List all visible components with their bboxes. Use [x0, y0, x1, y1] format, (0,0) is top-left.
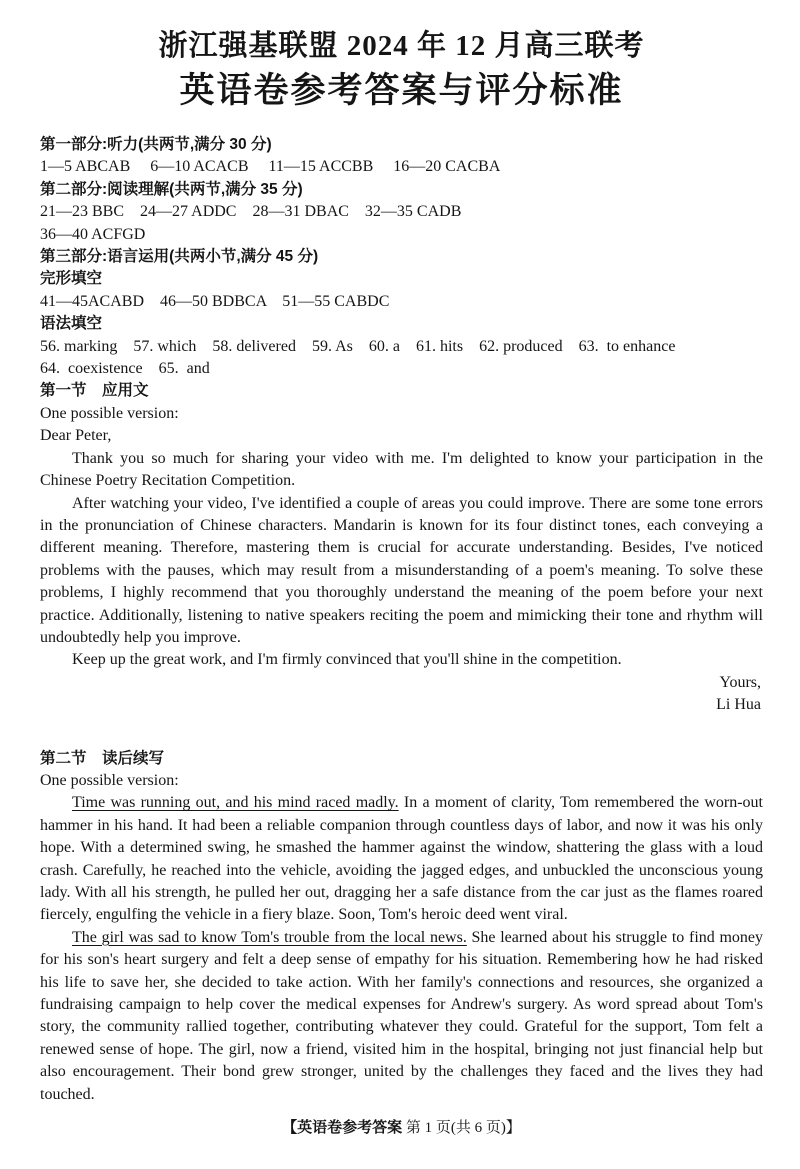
footer-page-number: 第 1 页(共 6 页)】: [402, 1120, 521, 1137]
part2-reading-heading: 第二部分:阅读理解(共两节,满分 35 分): [40, 180, 303, 198]
exam-title: 浙江强基联盟 2024 年 12 月高三联考: [158, 30, 645, 62]
answer-key-block: [40, 134, 763, 380]
grammar-fill-answers-line1: 56. marking 57. which 58. delivered 59. As 60. a 61. hits 62. produced 63. to enhance: [40, 337, 676, 355]
continuation-writing-intro: One possible version:: [40, 771, 179, 789]
part1-listening-heading: 第一部分:听力(共两节,满分 30 分): [40, 136, 272, 153]
page-footer: [40, 1117, 763, 1139]
continuation-paragraph-2: [40, 927, 763, 1106]
given-sentence-2: The girl was sad to know Tom's trouble from the local news.: [72, 928, 467, 946]
continuation-writing-heading: 第二节 读后续写: [40, 749, 165, 767]
letter-paragraph-3: Keep up the great work, and I'm firmly convinced that you'll shine in the competition.: [72, 651, 622, 669]
continuation-writing-section: [40, 748, 763, 1107]
cloze-heading: 完形填空: [40, 270, 103, 288]
grammar-fill-heading: 语法填空: [40, 315, 103, 333]
letter-salutation: Dear Peter,: [40, 427, 112, 445]
grammar-fill-answers-line2: 64. coexistence 65. and: [40, 360, 210, 378]
applied-writing-intro: One possible version:: [40, 404, 179, 422]
letter-paragraph-1: Thank you so much for sharing your video with me. I'm delighted to know your participation in the Chinese Poetry Recitation Competition.: [40, 449, 763, 490]
applied-writing-section: [40, 380, 763, 716]
letter-signature: Li Hua: [716, 696, 761, 714]
part2-reading-answers-line1: 21—23 BBC 24—27 ADDC 28—31 DBAC 32—35 CADB: [40, 203, 462, 221]
part2-reading-answers-line2: 36—40 ACFGD: [40, 225, 146, 243]
continuation-paragraph-1-body: In a moment of clarity, Tom remembered the worn-out hammer in his hand. It had been a reliable companion through countless days of labor, and now it was his only hope. With a determined swing, he smashed the hammer against the window, shattering the glass with a loud crash. Carefully, he reached into the vehicle, avoiding the jagged edges, and unbuckled the unconscious young lady. With all his strength, he pulled her out, dragging her a safe distance from the car just as the flames roared fiercely, engulfing the vehicle in a fiery blaze. Soon, Tom's heroic deed went viral.: [40, 794, 763, 924]
part3-language-use-heading: 第三部分:语言运用(共两小节,满分 45 分): [40, 248, 319, 266]
given-sentence-1: Time was running out, and his mind raced madly.: [72, 794, 399, 812]
continuation-paragraph-2-body: She learned about his struggle to find money for his son's heart surgery and felt a deep sense of empathy for his situation. Remembering how he had risked his life to save her, she decided to take action. With her family's connections and resources, she organized a fundraising campaign to help cover the medical expenses for Andrew's surgery. As word spread about Tom's story, the community rallied together, contributing whatever they could. Grateful for the support, Tom felt a renewed sense of hope. The girl, now a friend, visited him in the hospital, bringing not just financial help but also encouragement. Their bond grew stronger, united by the challenges they faced and the lives they had touched.: [40, 928, 764, 1103]
paper-subtitle: 英语卷参考答案与评分标准: [179, 71, 624, 110]
letter-paragraph-2: After watching your video, I've identified a couple of areas you could improve. There are some tone errors in the pronunciation of Chinese characters. Mandarin is known for its four distinct tones, each conveying a different meaning. Therefore, mastering them is crucial for accurate understanding. Besides, I've noticed problems with the pauses, which may result from a misunderstanding of a poem's meaning. To solve these problems, I highly recommend that you thoroughly understand the meaning of the poem before your next practice. Additionally, listening to native speakers reciting the poem and mimicking their tone and rhythm will undoubtedly help you improve.: [40, 494, 763, 646]
cloze-answers: 41—45ACABD 46—50 BDBCA 51—55 CABDC: [40, 292, 390, 310]
continuation-paragraph-1: [40, 792, 763, 926]
applied-writing-heading: 第一节 应用文: [40, 382, 149, 400]
letter-closing: Yours,: [719, 673, 761, 691]
footer-label: 【英语卷参考答案: [282, 1119, 403, 1137]
part1-listening-answers: 1—5 ABCAB 6—10 ACACB 11—15 ACCBB 16—20 CACBA: [40, 158, 501, 176]
